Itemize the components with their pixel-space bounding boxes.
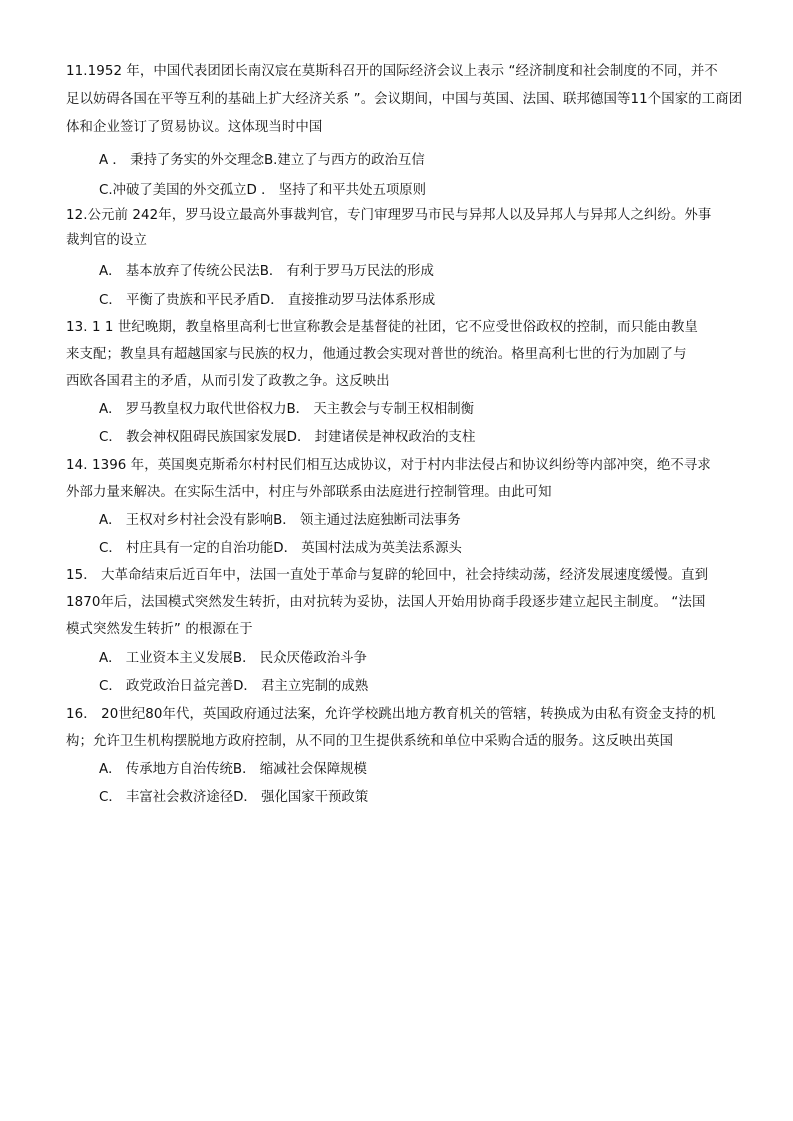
question-13-stem-line-2: 来支配；教皇具有超越国家与民族的权力，他通过教会实现对普世的统治。格里高利七世的行为加剧了与 bbox=[66, 347, 687, 362]
question-16-options-line-2: C． 丰富社会救济途径D． 强化国家干预政策 bbox=[99, 790, 369, 805]
question-12-options-line-1: A． 基本放弃了传统公民法B． 有利于罗马万民法的形成 bbox=[99, 264, 434, 279]
question-11-stem-line-1: 11.1952 年，中国代表团团长南汉宸在莫斯科召开的国际经济会议上表示 “经济制度和社会制度的不同，并不 bbox=[66, 64, 718, 79]
question-11-stem-line-2: 足以妨碍各国在平等互利的基础上扩大经济关系 ”。会议期间，中国与英国、法国、联邦德国等11个国家的工商团 bbox=[66, 92, 743, 107]
question-15-options-line-2: C． 政党政治日益完善D． 君主立宪制的成熟 bbox=[99, 679, 369, 694]
question-13-options-line-2: C． 教会神权阻碍民族国家发展D． 封建诸侯是神权政治的支柱 bbox=[99, 430, 476, 445]
question-16-stem-line-2: 构；允许卫生机构摆脱地方政府控制，从不同的卫生提供系统和单位中采购合适的服务。这反映出英国 bbox=[66, 734, 674, 749]
question-11-options-line-2: C.冲破了美国的外交孤立D ． 坚持了和平共处五项原则 bbox=[99, 183, 427, 198]
question-13-options-line-1: A． 罗马教皇权力取代世俗权力B． 天主教会与专制王权相制衡 bbox=[99, 402, 475, 417]
question-15-stem-line-1: 15． 大革命结束后近百年中，法国一直处于革命与复辟的轮回中，社会持续动荡，经济发展速度缓慢。直到 bbox=[66, 568, 709, 583]
question-12-stem-line-1: 12.公元前 242年，罗马设立最高外事裁判官，专门审理罗马市民与异邦人以及异邦人与异邦人之纠纷。外事 bbox=[66, 208, 712, 223]
question-11-stem-line-3: 体和企业签订了贸易协议。这体现当时中国 bbox=[66, 120, 323, 135]
question-11-options-line-1: A ． 秉持了务实的外交理念B.建立了与西方的政治互信 bbox=[99, 153, 425, 168]
question-12-options-line-2: C． 平衡了贵族和平民矛盾D． 直接推动罗马法体系形成 bbox=[99, 293, 436, 308]
question-14-options-line-2: C． 村庄具有一定的自治功能D． 英国村法成为英美法系源头 bbox=[99, 541, 462, 556]
question-15-options-line-1: A． 工业资本主义发展B． 民众厌倦政治斗争 bbox=[99, 651, 367, 666]
question-14-stem-line-1: 14. 1396 年，英国奥克斯希尔村村民们相互达成协议，对于村内非法侵占和协议纠纷等内部冲突，绝不寻求 bbox=[66, 458, 711, 473]
question-13-stem-line-1: 13. 1 1 世纪晚期，教皇格里高利七世宣称教会是基督徒的社团，它不应受世俗政权的控制，而只能由教皇 bbox=[66, 320, 698, 335]
question-14-options-line-1: A． 王权对乡村社会没有影响B． 领主通过法庭独断司法事务 bbox=[99, 513, 461, 528]
question-16-options-line-1: A． 传承地方自治传统B． 缩减社会保障规模 bbox=[99, 762, 367, 777]
question-14-stem-line-2: 外部力量来解决。在实际生活中，村庄与外部联系由法庭进行控制管理。由此可知 bbox=[66, 485, 552, 500]
question-15-stem-line-2: 1870年后，法国模式突然发生转折，由对抗转为妥协，法国人开始用协商手段逐步建立起民主制度。 “法国 bbox=[66, 595, 706, 610]
question-15-stem-line-3: 模式突然发生转折” 的根源在于 bbox=[66, 622, 253, 637]
question-12-stem-line-2: 裁判官的设立 bbox=[66, 233, 147, 248]
question-16-stem-line-1: 16． 20世纪80年代，英国政府通过法案，允许学校跳出地方教育机关的管辖，转换成为由私有资金支持的机 bbox=[66, 707, 716, 722]
question-13-stem-line-3: 西欧各国君主的矛盾，从而引发了政教之争。这反映出 bbox=[66, 374, 390, 389]
